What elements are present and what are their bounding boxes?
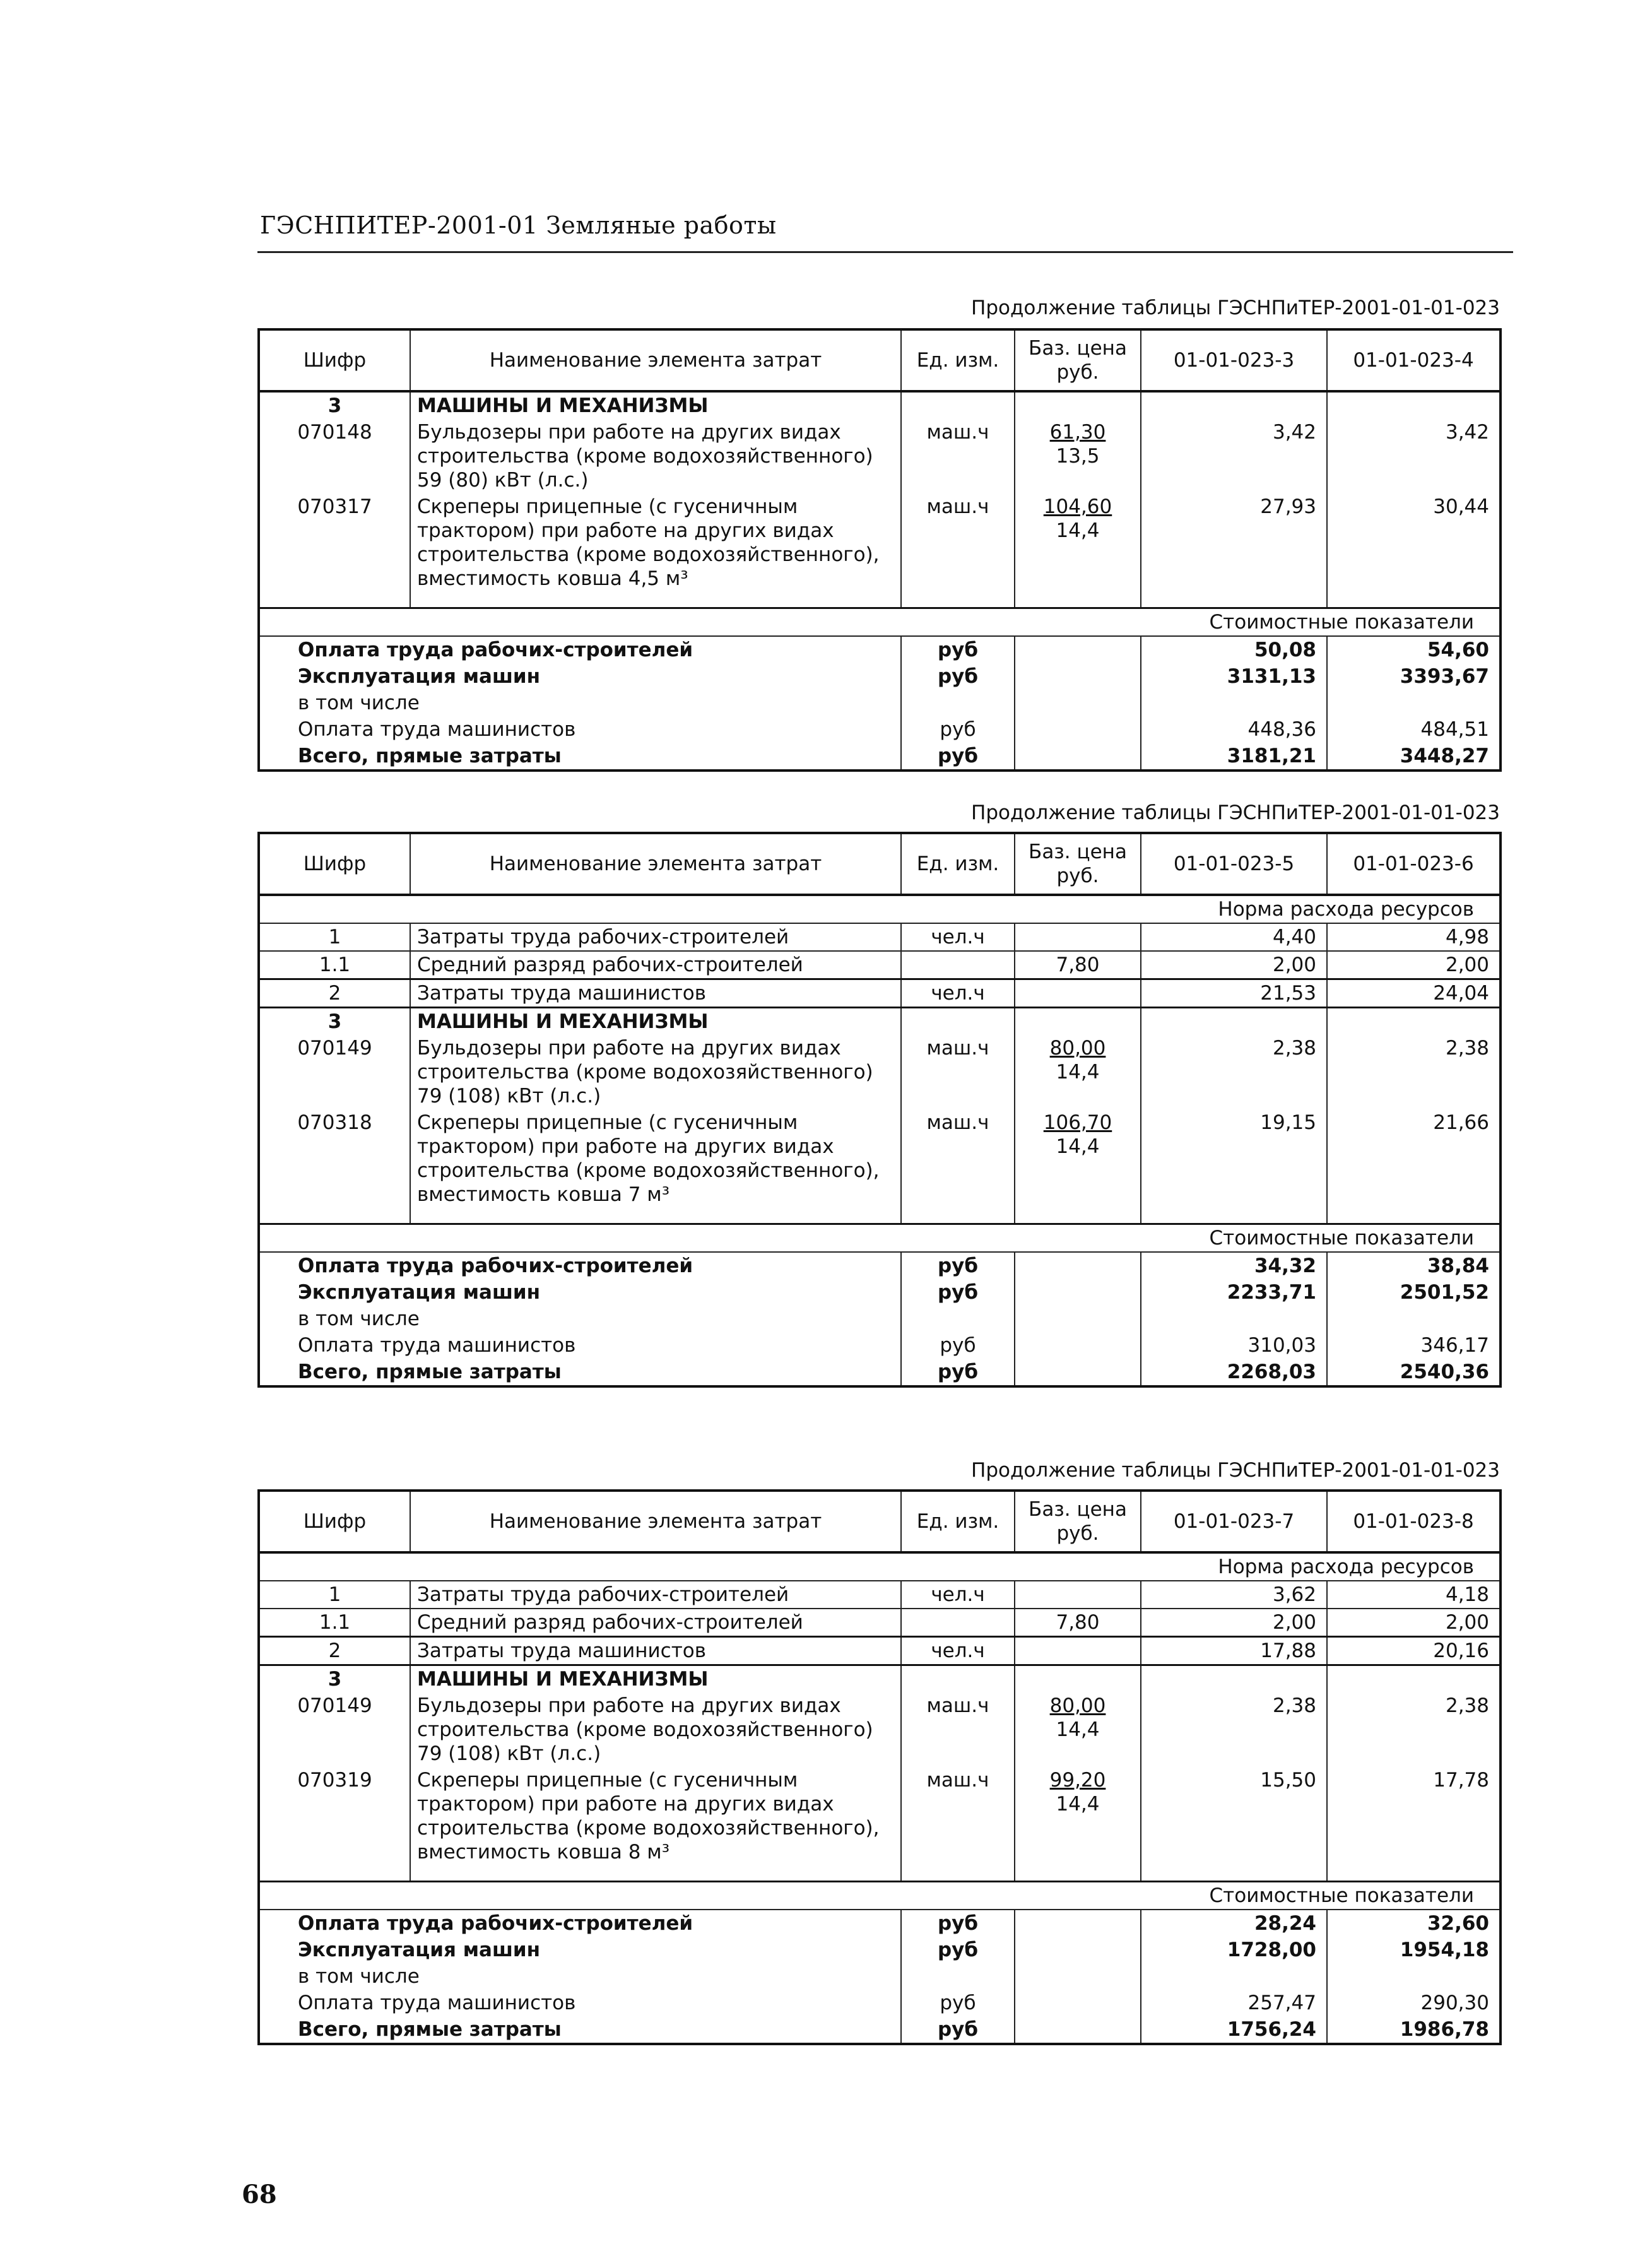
- resource-unit: маш.ч: [901, 1692, 1015, 1767]
- table-row: [259, 1692, 1501, 1767]
- resource-table-2: [257, 832, 1502, 1388]
- cost-label: Оплата труда рабочих-строителей: [259, 636, 901, 663]
- cost-header-row: [259, 1224, 1501, 1253]
- section-title: МАШИНЫ И МЕХАНИЗМЫ: [410, 1008, 901, 1036]
- norm-value-2: 17,78: [1327, 1767, 1501, 1865]
- resource-unit: маш.ч: [901, 1109, 1015, 1208]
- table-row: [259, 1609, 1501, 1637]
- resource-code: 070318: [259, 1109, 410, 1208]
- cost-value-1: 2233,71: [1141, 1279, 1327, 1306]
- cost-row: [259, 1332, 1501, 1359]
- table-row: [259, 1008, 1501, 1036]
- col-code-header: Шифр: [259, 329, 410, 391]
- col-norm-2-header: 01-01-023-6: [1327, 833, 1501, 895]
- norm-header-row: [259, 895, 1501, 923]
- norm-value-2: 24,04: [1327, 979, 1501, 1008]
- cost-unit: руб: [901, 716, 1015, 743]
- resource-code: 070149: [259, 1035, 410, 1109]
- table-row: [259, 1767, 1501, 1865]
- resource-unit: чел.ч: [901, 979, 1015, 1008]
- cost-value-2: 1954,18: [1327, 1937, 1501, 1963]
- price-header-line2: руб.: [1056, 361, 1099, 384]
- cost-label: Оплата труда машинистов: [259, 716, 901, 743]
- running-header: ГЭСНПИТЕР-2001-01 Земляные работы: [260, 211, 777, 239]
- col-unit-header: Ед. изм.: [901, 329, 1015, 391]
- table-row: [259, 951, 1501, 979]
- resource-unit: маш.ч: [901, 1035, 1015, 1109]
- table-row: [259, 1637, 1501, 1665]
- cost-row: [259, 2016, 1501, 2044]
- table-row: [259, 1665, 1501, 1693]
- norm-value-2: 30,44: [1327, 493, 1501, 592]
- resource-code: 1.1: [259, 1609, 410, 1637]
- table-row: [259, 1035, 1501, 1109]
- cost-subheading: в том числе: [259, 1306, 901, 1332]
- norm-value-2: 2,00: [1327, 951, 1501, 979]
- norm-header-row: [259, 1552, 1501, 1581]
- resource-table-3: [257, 1489, 1502, 2045]
- cost-value-2: 3448,27: [1327, 743, 1501, 771]
- section-title: МАШИНЫ И МЕХАНИЗМЫ: [410, 391, 901, 419]
- table-header-row: [259, 329, 1501, 391]
- col-code-header: Шифр: [259, 1491, 410, 1552]
- resource-code: 2: [259, 1637, 410, 1665]
- resource-price: 106,70 14,4: [1015, 1109, 1141, 1208]
- price-header-line2: руб.: [1056, 865, 1099, 887]
- cost-unit: руб: [901, 743, 1015, 771]
- resource-unit: маш.ч: [901, 419, 1015, 493]
- cost-label: Оплата труда рабочих-строителей: [259, 1910, 901, 1937]
- resource-price: 80,00 14,4: [1015, 1035, 1141, 1109]
- col-unit-header: Ед. изм.: [901, 1491, 1015, 1552]
- norm-value-1: 2,00: [1141, 1609, 1327, 1637]
- resource-table-1: [257, 328, 1502, 772]
- col-code-header: Шифр: [259, 833, 410, 895]
- resource-code: 1: [259, 1581, 410, 1609]
- cost-row: [259, 1252, 1501, 1279]
- table-header-row: [259, 833, 1501, 895]
- norm-value-1: 27,93: [1141, 493, 1327, 592]
- norm-value-1: 17,88: [1141, 1637, 1327, 1665]
- cost-value-1: 3181,21: [1141, 743, 1327, 771]
- col-norm-1-header: 01-01-023-5: [1141, 833, 1327, 895]
- cost-value-2: 38,84: [1327, 1252, 1501, 1279]
- cost-label: Эксплуатация машин: [259, 663, 901, 690]
- col-unit-header: Ед. изм.: [901, 833, 1015, 895]
- col-norm-2-header: 01-01-023-8: [1327, 1491, 1501, 1552]
- resource-unit: чел.ч: [901, 1637, 1015, 1665]
- col-name-header: Наименование элемента затрат: [410, 1491, 901, 1552]
- resource-price: 7,80: [1015, 951, 1141, 979]
- norm-value-2: 4,18: [1327, 1581, 1501, 1609]
- norm-value-2: 4,98: [1327, 923, 1501, 951]
- table-row: [259, 419, 1501, 493]
- norm-value-1: 19,15: [1141, 1109, 1327, 1208]
- cost-value-2: 54,60: [1327, 636, 1501, 663]
- cost-row: [259, 690, 1501, 716]
- norm-value-1: 4,40: [1141, 923, 1327, 951]
- col-price-header: [1015, 329, 1141, 391]
- resource-code: 2: [259, 979, 410, 1008]
- cost-value-1: 448,36: [1141, 716, 1327, 743]
- resource-code: 070317: [259, 493, 410, 592]
- cost-unit: руб: [901, 1937, 1015, 1963]
- cost-row: [259, 716, 1501, 743]
- cost-unit: руб: [901, 1359, 1015, 1386]
- section-title: МАШИНЫ И МЕХАНИЗМЫ: [410, 1665, 901, 1693]
- norm-value-1: 2,00: [1141, 951, 1327, 979]
- cost-unit: руб: [901, 1332, 1015, 1359]
- cost-unit: руб: [901, 663, 1015, 690]
- col-name-header: Наименование элемента затрат: [410, 329, 901, 391]
- resource-name: Затраты труда рабочих-строителей: [410, 1581, 901, 1609]
- resource-unit: чел.ч: [901, 923, 1015, 951]
- cost-value-1: 1756,24: [1141, 2016, 1327, 2044]
- norm-value-2: 2,00: [1327, 1609, 1501, 1637]
- cost-row: [259, 1937, 1501, 1963]
- table-caption: Продолжение таблицы ГЭСНПиТЕР-2001-01-01-023: [971, 801, 1500, 824]
- cost-header-row: [259, 1882, 1501, 1910]
- table-row: [259, 923, 1501, 951]
- norm-value-2: 3,42: [1327, 419, 1501, 493]
- cost-unit: руб: [901, 2016, 1015, 2044]
- cost-row: [259, 636, 1501, 663]
- cost-value-1: 257,47: [1141, 1990, 1327, 2016]
- cost-value-1: 50,08: [1141, 636, 1327, 663]
- resource-price: 99,20 14,4: [1015, 1767, 1141, 1865]
- norm-value-1: 15,50: [1141, 1767, 1327, 1865]
- cost-unit: руб: [901, 1252, 1015, 1279]
- cost-value-2: 346,17: [1327, 1332, 1501, 1359]
- col-norm-1-header: 01-01-023-3: [1141, 329, 1327, 391]
- norm-value-1: 21,53: [1141, 979, 1327, 1008]
- cost-label: Всего, прямые затраты: [259, 1359, 901, 1386]
- table-caption: Продолжение таблицы ГЭСНПиТЕР-2001-01-01-023: [971, 297, 1500, 319]
- cost-value-2: 484,51: [1327, 716, 1501, 743]
- col-norm-1-header: 01-01-023-7: [1141, 1491, 1327, 1552]
- cost-value-1: 310,03: [1141, 1332, 1327, 1359]
- resource-price: 104,60 14,4: [1015, 493, 1141, 592]
- norm-value-1: 2,38: [1141, 1692, 1327, 1767]
- table-caption: Продолжение таблицы ГЭСНПиТЕР-2001-01-01-023: [971, 1459, 1500, 1482]
- resource-code: 1: [259, 923, 410, 951]
- cost-row: [259, 1910, 1501, 1937]
- cost-unit: руб: [901, 1910, 1015, 1937]
- price-header-line2: руб.: [1056, 1522, 1099, 1545]
- cost-value-2: 32,60: [1327, 1910, 1501, 1937]
- cost-value-1: 28,24: [1141, 1910, 1327, 1937]
- cost-label: Эксплуатация машин: [259, 1937, 901, 1963]
- cost-value-2: 3393,67: [1327, 663, 1501, 690]
- norm-value-2: 2,38: [1327, 1035, 1501, 1109]
- resource-name: Бульдозеры при работе на других видах строительства (кроме водохозяйственного) 79 (108) кВт (л.с.): [410, 1692, 901, 1767]
- cost-value-1: 3131,13: [1141, 663, 1327, 690]
- cost-value-1: 2268,03: [1141, 1359, 1327, 1386]
- cost-label: Оплата труда машинистов: [259, 1332, 901, 1359]
- resource-name: Средний разряд рабочих-строителей: [410, 951, 901, 979]
- table-row: [259, 1581, 1501, 1609]
- resource-name: Скреперы прицепные (с гусеничным трактором) при работе на других видах строительства (кроме водохозяйственного), вместимость ковша 4,5 м³: [410, 493, 901, 592]
- resource-unit: маш.ч: [901, 1767, 1015, 1865]
- cost-unit: руб: [901, 636, 1015, 663]
- cost-label: Эксплуатация машин: [259, 1279, 901, 1306]
- price-header-line1: Баз. цена: [1029, 841, 1127, 863]
- page-number: 68: [242, 2180, 277, 2209]
- resource-name: Затраты труда машинистов: [410, 979, 901, 1008]
- resource-unit: чел.ч: [901, 1581, 1015, 1609]
- resource-price: 80,00 14,4: [1015, 1692, 1141, 1767]
- resource-name: Скреперы прицепные (с гусеничным трактором) при работе на других видах строительства (кроме водохозяйственного), вместимость ковша 7 м³: [410, 1109, 901, 1208]
- cost-header: Стоимостные показатели: [259, 1224, 1501, 1253]
- cost-subheading: в том числе: [259, 1963, 901, 1990]
- cost-value-1: 34,32: [1141, 1252, 1327, 1279]
- resource-name: Бульдозеры при работе на других видах строительства (кроме водохозяйственного) 79 (108) кВт (л.с.): [410, 1035, 901, 1109]
- cost-row: [259, 663, 1501, 690]
- header-rule: [257, 251, 1513, 253]
- price-header-line1: Баз. цена: [1029, 1498, 1127, 1521]
- cost-value-2: 290,30: [1327, 1990, 1501, 2016]
- section-code: 3: [259, 391, 410, 419]
- resource-code: 070319: [259, 1767, 410, 1865]
- col-price-header: [1015, 833, 1141, 895]
- norm-header: Норма расхода ресурсов: [259, 1552, 1501, 1581]
- table-header-row: [259, 1491, 1501, 1552]
- resource-name: Бульдозеры при работе на других видах строительства (кроме водохозяйственного) 59 (80) кВт (л.с.): [410, 419, 901, 493]
- cost-header-row: [259, 608, 1501, 637]
- norm-value-2: 2,38: [1327, 1692, 1501, 1767]
- cost-subheading: в том числе: [259, 690, 901, 716]
- cost-value-2: 2501,52: [1327, 1279, 1501, 1306]
- resource-code: 070148: [259, 419, 410, 493]
- resource-name: Скреперы прицепные (с гусеничным трактором) при работе на других видах строительства (кроме водохозяйственного), вместимость ковша 8 м³: [410, 1767, 901, 1865]
- cost-label: Оплата труда машинистов: [259, 1990, 901, 2016]
- norm-value-1: 2,38: [1141, 1035, 1327, 1109]
- resource-name: Затраты труда машинистов: [410, 1637, 901, 1665]
- norm-header: Норма расхода ресурсов: [259, 895, 1501, 923]
- norm-value-1: 3,62: [1141, 1581, 1327, 1609]
- norm-value-2: 21,66: [1327, 1109, 1501, 1208]
- col-name-header: Наименование элемента затрат: [410, 833, 901, 895]
- cost-row: [259, 743, 1501, 771]
- cost-header: Стоимостные показатели: [259, 608, 1501, 637]
- norm-value-1: 3,42: [1141, 419, 1327, 493]
- cost-row: [259, 1306, 1501, 1332]
- cost-label: Всего, прямые затраты: [259, 2016, 901, 2044]
- cost-row: [259, 1963, 1501, 1990]
- resource-price: 7,80: [1015, 1609, 1141, 1637]
- cost-header: Стоимостные показатели: [259, 1882, 1501, 1910]
- table-row: [259, 1109, 1501, 1208]
- resource-price: 61,30 13,5: [1015, 419, 1141, 493]
- cost-row: [259, 1359, 1501, 1386]
- cost-unit: руб: [901, 1279, 1015, 1306]
- resource-name: Затраты труда рабочих-строителей: [410, 923, 901, 951]
- cost-label: Оплата труда рабочих-строителей: [259, 1252, 901, 1279]
- cost-label: Всего, прямые затраты: [259, 743, 901, 771]
- resource-name: Средний разряд рабочих-строителей: [410, 1609, 901, 1637]
- section-code: 3: [259, 1665, 410, 1693]
- col-norm-2-header: 01-01-023-4: [1327, 329, 1501, 391]
- resource-code: 1.1: [259, 951, 410, 979]
- cost-row: [259, 1279, 1501, 1306]
- table-row: [259, 979, 1501, 1008]
- cost-value-1: 1728,00: [1141, 1937, 1327, 1963]
- cost-unit: руб: [901, 1990, 1015, 2016]
- section-code: 3: [259, 1008, 410, 1036]
- cost-value-2: 2540,36: [1327, 1359, 1501, 1386]
- price-header-line1: Баз. цена: [1029, 337, 1127, 360]
- cost-row: [259, 1990, 1501, 2016]
- resource-unit: маш.ч: [901, 493, 1015, 592]
- resource-code: 070149: [259, 1692, 410, 1767]
- table-row: [259, 493, 1501, 592]
- table-row: [259, 391, 1501, 419]
- norm-value-2: 20,16: [1327, 1637, 1501, 1665]
- col-price-header: [1015, 1491, 1141, 1552]
- cost-value-2: 1986,78: [1327, 2016, 1501, 2044]
